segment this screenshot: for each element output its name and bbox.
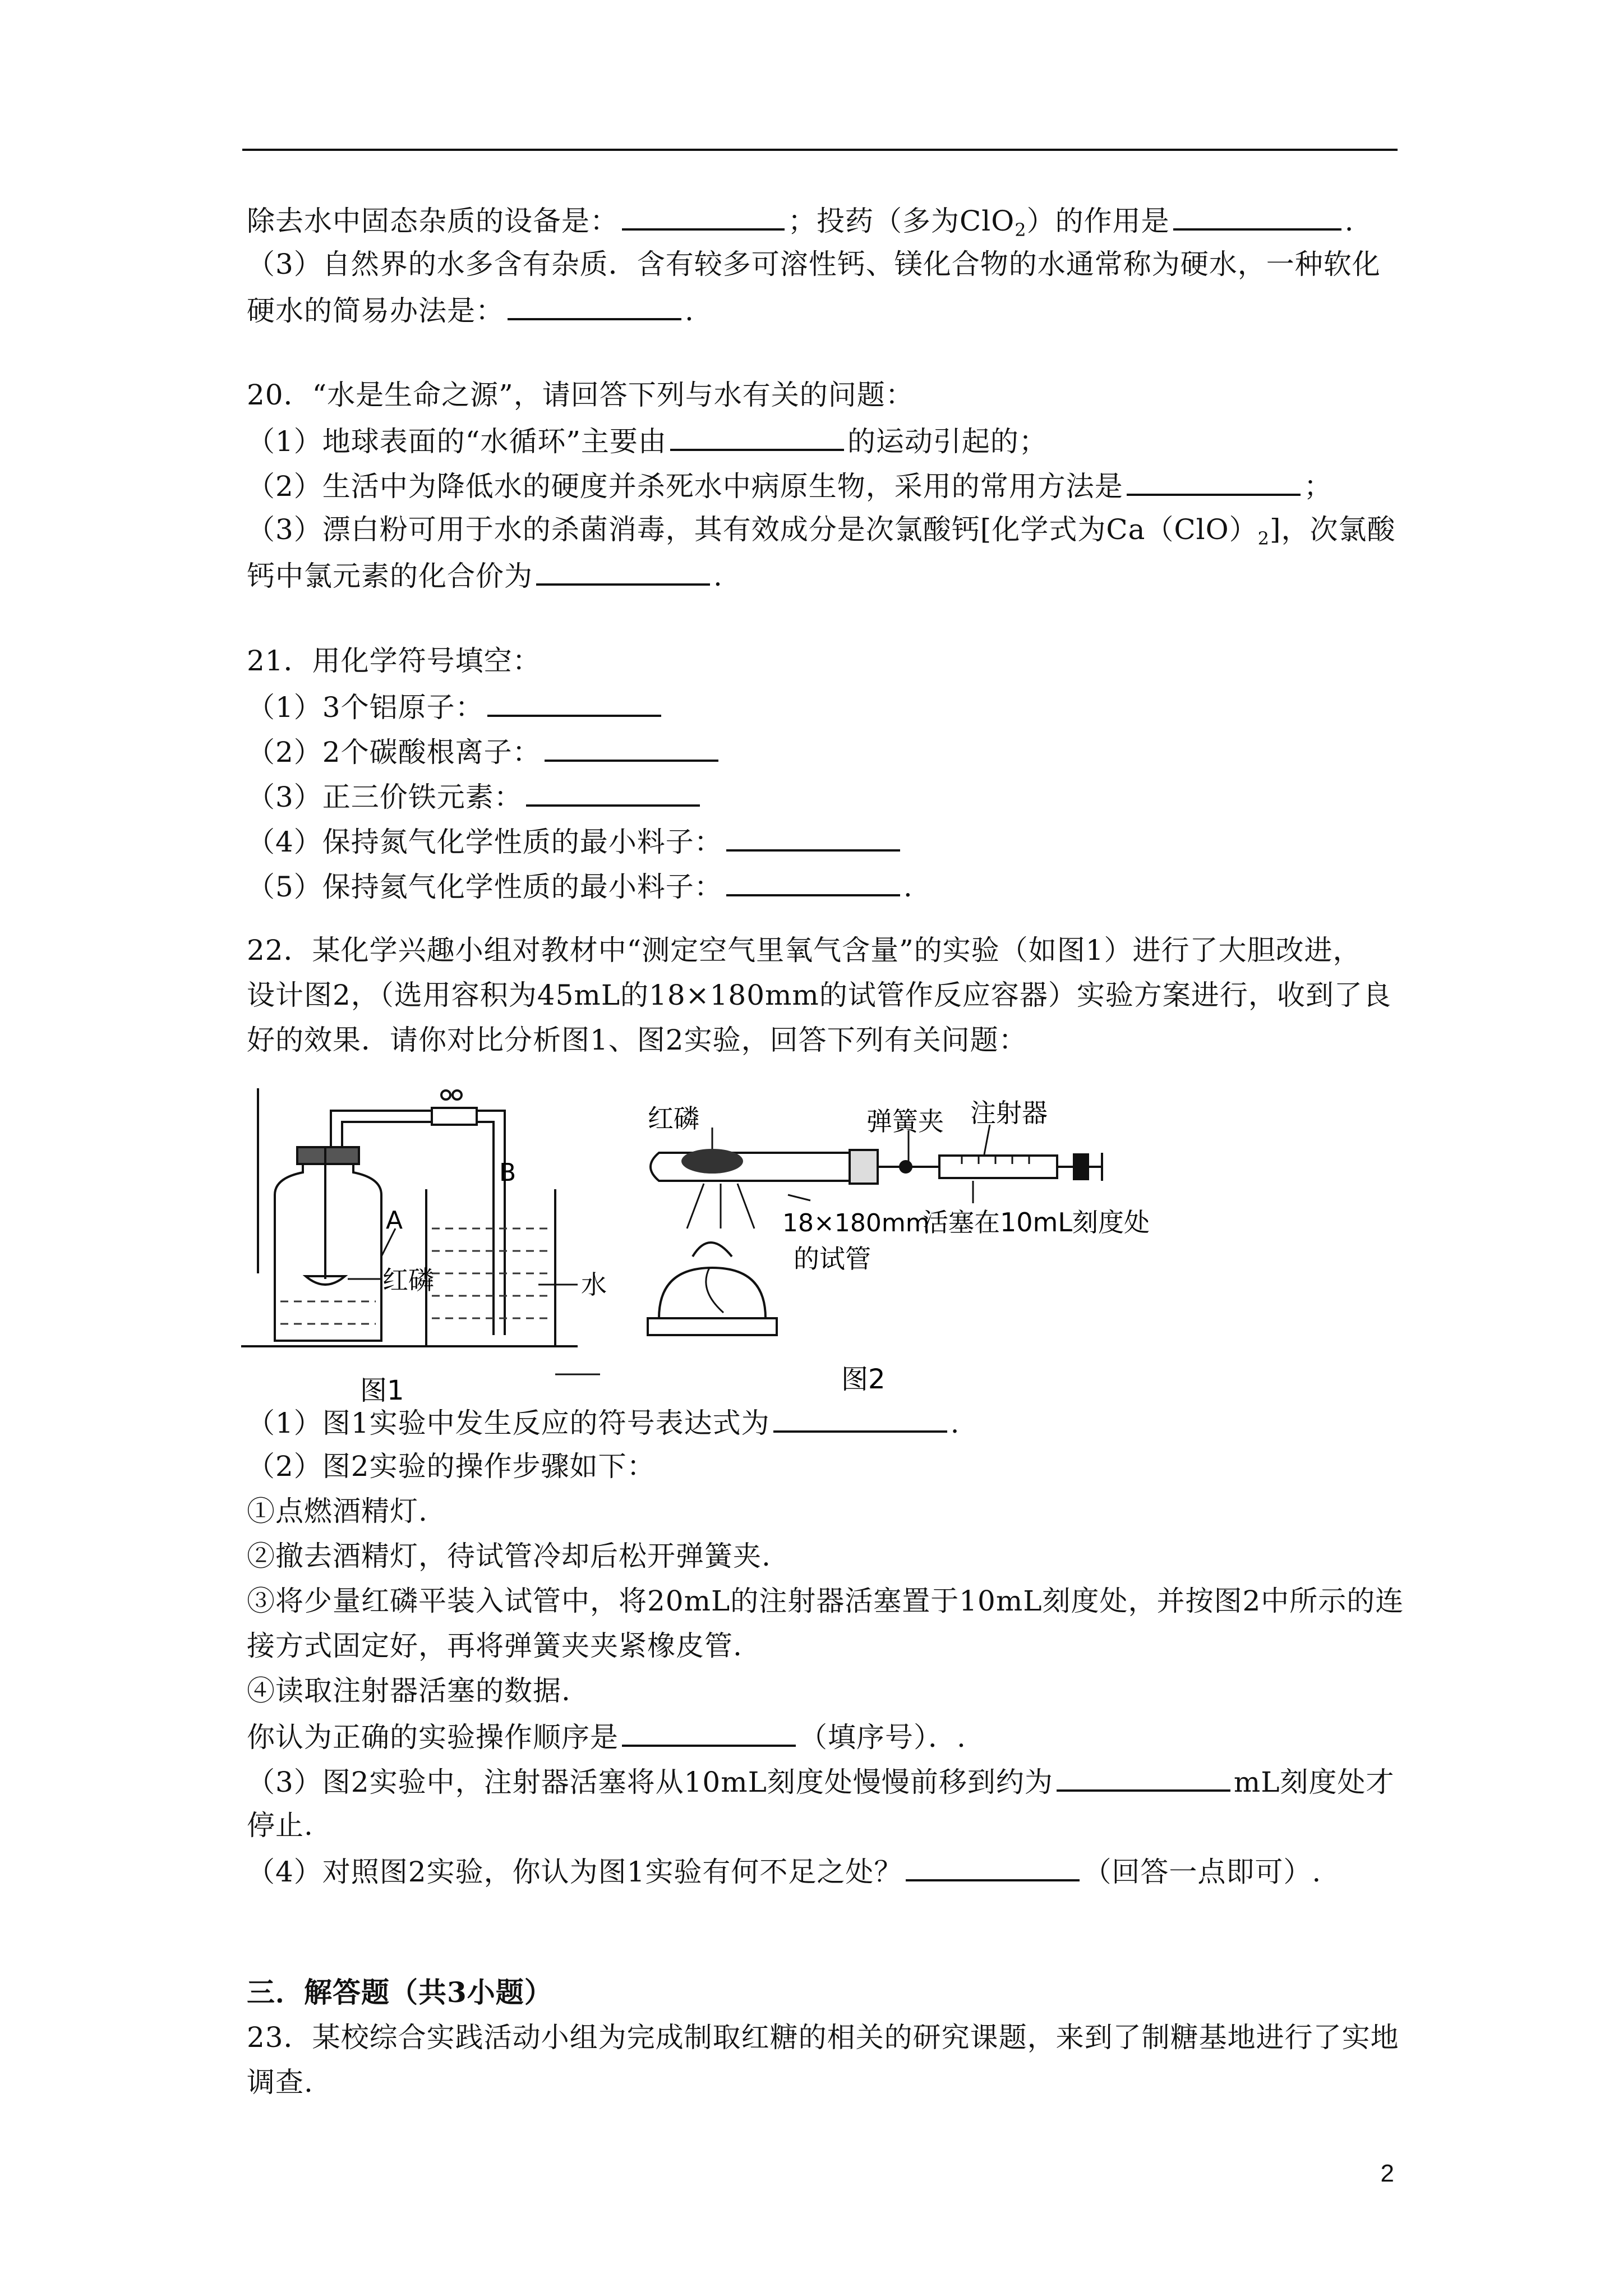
text-line: （3）漂白粉可用于水的杀菌消毒，其有效成分是次氯酸钙[化学式为$Ca(ClO)_2$]，次氯酸 (247, 513, 1396, 549)
answer-blank[interactable] (536, 554, 710, 586)
answer-blank[interactable] (545, 730, 718, 762)
answer-blank[interactable] (526, 775, 700, 807)
fig1-bottle (275, 1158, 381, 1341)
text-line: （4）保持氮气化学性质的最小料子： (247, 820, 903, 862)
text-line: 20．“水是生命之源”，请回答下列与水有关的问题： (247, 379, 914, 411)
fig1-tube-a2 (342, 1122, 432, 1147)
fig1-stopper (297, 1147, 359, 1164)
text-line: 调查. (247, 2066, 313, 2099)
text-line: 22．某化学兴趣小组对教材中“测定空气里氧气含量”的实验（如图1）进行了大胆改进， (247, 934, 1362, 967)
text-line: 除去水中固态杂质的设备是： ；投药（多为ClO$_2$）的作用是 . (247, 199, 1354, 250)
fig2-test-tube (651, 1153, 850, 1181)
fig2-label-phosphorus: 红磷 (648, 1103, 699, 1134)
fig1-tube-a (331, 1111, 432, 1147)
fig1-label-a: A (386, 1206, 403, 1235)
fig1-caption: 图1 (360, 1375, 404, 1406)
page-number: 2 (1380, 2160, 1394, 2187)
text-line: （3）自然界的水多含有杂质．含有较多可溶性钙、镁化合物的水通常称为硬水，一种软化 (247, 248, 1381, 280)
answer-blank[interactable] (726, 865, 900, 896)
answer-blank[interactable] (1173, 199, 1341, 231)
text-line: （3）正三价铁元素： (247, 775, 703, 817)
text-line: （2）生活中为降低水的硬度并杀死水中病原生物，采用的常用方法是 ； (247, 464, 1332, 507)
figure-2 (625, 1083, 1192, 1408)
text-line: 接方式固定好，再将弹簧夹夹紧橡皮管. (247, 1630, 743, 1662)
text-line: ②撤去酒精灯，待试管冷却后松开弹簧夹. (247, 1540, 771, 1572)
fig2-label-syringe: 注射器 (970, 1098, 1048, 1128)
text-line: （2）2个碳酸根离子： (247, 730, 722, 772)
answer-blank[interactable] (622, 1715, 796, 1747)
answer-blank[interactable] (906, 1850, 1080, 1881)
text-line: 好的效果．请你对比分析图1、图2实验，回答下列有关问题： (247, 1024, 1027, 1056)
text-line: 硬水的简易办法是： . (247, 289, 694, 331)
text-line: 三．解答题（共3小题） (247, 1976, 553, 2009)
text-line: 设计图2，（选用容积为45mL的18×180mm的试管作反应容器）实验方案进行，收到了良 (247, 979, 1391, 1011)
fig1-label-b: B (499, 1158, 517, 1187)
answer-blank[interactable] (508, 289, 681, 320)
fig1-label-water: 水 (581, 1269, 607, 1300)
text-line: ③将少量红磷平装入试管中，将20mL的注射器活塞置于10mL刻度处，并按图2中所示的连 (247, 1585, 1404, 1617)
text-line: （3）图2实验中，注射器活塞将从10mL刻度处慢慢前移到约为 mL刻度处才 (247, 1760, 1395, 1802)
text-line: （1）3个铝原子： (247, 685, 665, 728)
text-line: （5）保持氦气化学性质的最小料子： . (247, 865, 913, 907)
header-rule (242, 149, 1398, 151)
fig2-spring-clip (900, 1161, 911, 1172)
fig1-clamp (432, 1108, 477, 1125)
answer-blank[interactable] (487, 685, 661, 717)
fig2-caption: 图2 (841, 1364, 886, 1395)
text-line: ④读取注射器活塞的数据. (247, 1674, 571, 1707)
text-line: 停止. (247, 1809, 313, 1842)
text-line: （1）图1实验中发生反应的符号表达式为 . (247, 1401, 960, 1443)
text-line: （1）地球表面的“水循环”主要由 的运动引起的； (247, 420, 1048, 462)
fig2-syringe (939, 1156, 1057, 1178)
fig2-red-phosphorus (681, 1149, 743, 1174)
fig1-beaker (426, 1189, 555, 1346)
fig2-label-tube-size: 18×180mm (782, 1209, 930, 1237)
answer-blank[interactable] (726, 820, 900, 852)
fig2-label-clip: 弹簧夹 (866, 1106, 944, 1137)
text-line: 你认为正确的实验操作顺序是 （填序号）．. (247, 1715, 966, 1757)
answer-blank[interactable] (1057, 1760, 1230, 1792)
text-line: （4）对照图2实验，你认为图1实验有何不足之处？ （回答一点即可）. (247, 1850, 1321, 1892)
answer-blank[interactable] (1127, 464, 1301, 496)
fig1-clip (441, 1091, 450, 1099)
answer-blank[interactable] (670, 420, 844, 451)
text-line: （2）图2实验的操作步骤如下： (247, 1450, 656, 1483)
text-line: 钙中氯元素的化合价为 . (247, 554, 723, 596)
answer-blank[interactable] (622, 199, 785, 231)
text-line: 21．用化学符号填空： (247, 645, 541, 677)
fig2-label-piston: 活塞在10mL刻度处 (923, 1207, 1150, 1237)
fig2-stopper (850, 1150, 878, 1184)
fig2-label-tube: 的试管 (794, 1244, 871, 1274)
fig2-lamp-base (648, 1318, 777, 1335)
fig1-tube-b (477, 1111, 505, 1335)
figure-1 (241, 1088, 634, 1408)
text-line: 23．某校综合实践活动小组为完成制取红糖的相关的研究课题，来到了制糖基地进行了实地 (247, 2021, 1399, 2054)
fig1-label-phosphorus: 红磷 (382, 1265, 434, 1295)
fig2-lamp-cap (693, 1243, 732, 1257)
fig2-lamp (659, 1268, 766, 1318)
text-line: ①点燃酒精灯. (247, 1495, 428, 1527)
